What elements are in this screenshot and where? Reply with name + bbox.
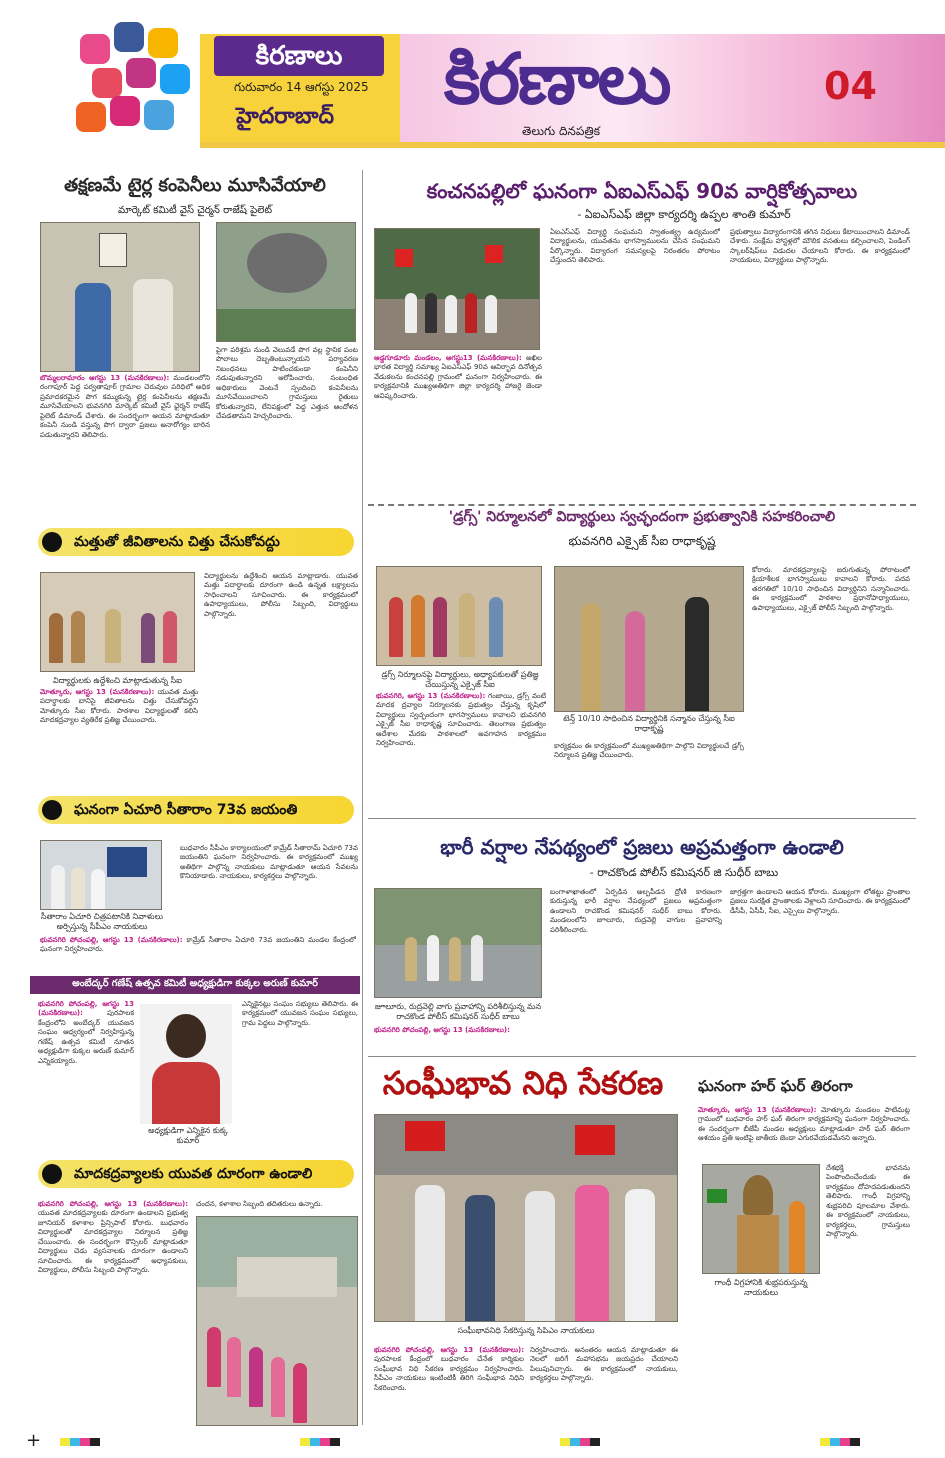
- column-divider: [362, 170, 363, 1425]
- story-text: [374, 1026, 542, 1046]
- photo-caption: విద్యార్థులకు ఉద్దేశించి మాట్లాడుతున్న సీఐ: [53, 676, 182, 685]
- story-text: [242, 1000, 358, 1130]
- story-text: [530, 1346, 678, 1424]
- story-separator: [368, 504, 916, 506]
- paragraph: కార్యక్రమం ఈ కార్యక్రమంలో ముఖ్యఅతిథిగా పాల్గొని విద్యార్థులచే డ్రగ్స్ నిర్మూలన ప్రతిజ్ఞ చేయించారు.: [554, 742, 744, 760]
- subhead-heavy-rains: - రాచకొండ పోలీస్ కమిషనర్ జి సుధీర్ బాబు: [589, 866, 779, 879]
- headline-har-ghar-tiranga: ఘనంగా హర్ ఘర్ తిరంగా: [698, 1077, 853, 1095]
- story-text: [730, 888, 910, 1046]
- subhead-aisf: - ఏఐఎస్ఎఫ్ జిల్లా కార్యదర్శి ఉప్పల శాంతి కుమార్: [577, 208, 791, 221]
- story-text: [40, 688, 198, 788]
- dateline: మోత్కూరు, ఆగస్టు 13 (మనకిరణాలు):: [40, 688, 155, 696]
- right-column: [368, 160, 916, 1425]
- paragraph: పురపాలక కేంద్రంలో బుధవారం చేనేత కార్మికుల సంఘీభావ నిధి సేకరణ కార్యక్రమం నిర్వహించారు. సీపీఎం నాయకులు ఇంటింటికీ తిరిగి సంఘీభావ నిధిని సేకరించారు.: [374, 1355, 524, 1392]
- paragraph: యువత మాదకద్రవ్యాలకు దూరంగా ఉండాలని ప్రభుత్వ జూనియర్ కళాశాల ప్రిన్సిపాల్ కోరారు. బుధవారం విద్యార్థులతో మాదకద్రవ్యాల నిర్మూలన ప్రతిజ్ఞ చేయించారు. ఈ సందర్భంగా కౌన్సిలర్ మాట్లాడుతూ విద్యార్థులు చెడు వ్యసనాలకు దూరంగా ఉండాలని సూచించారు. ఈ కార్యక్రమంలో అధ్యాపకులు, విద్యార్థులు, పోలీసు సిబ్బంది పాల్గొన్నారు.: [38, 1209, 188, 1275]
- social-media-icons-art: [62, 18, 202, 136]
- photo-gandhi-statue: [702, 1164, 820, 1274]
- paragraph: మోత్కూరు మండలం పాటిమట్ల గ్రామంలో బుధవారం హర్ ఘర్ తిరంగా కార్యక్రమాన్ని ఘనంగా నిర్వహించారు. ఈ సందర్భంగా బీజేపీ మండల అధ్యక్షులు మాట్లాడుతూ హర్ ఘర్ తిరంగా ఆశయం ప్రతి ఇంటిపై జాతీయ జెండా ఎగురవేయడమేనని అన్నారు.: [698, 1106, 910, 1143]
- paragraph: గంజాయి, డ్రగ్స్ వంటి మాదక ద్రవ్యాల నిర్మూలనకు ప్రభుత్వం చేస్తున్న కృషిలో విద్యార్థులు స్వచ్ఛందంగా భాగస్వాములు కావాలని భువనగిరి ఎక్సైజ్ సీఐ రాధాకృష్ణ సూచించారు. తెలంగాణ ప్రభుత్వం ఆదేశాల మేరకు పాఠశాలలో అవగాహన కార్యక్రమం నిర్వహించారు.: [376, 692, 546, 748]
- photo-aisf-celebration: [374, 228, 540, 350]
- story-text: [38, 1000, 134, 1136]
- banner-drugs-youth: [38, 1160, 354, 1188]
- photo-drug-pledge: [376, 566, 542, 666]
- story-text: [554, 742, 744, 810]
- headline-tyre-companies: తక్షణమే టైర్ల కంపెనీలు మూసివేయాలి: [64, 175, 326, 196]
- paragraph: దేశభక్తి భావనను పెంపొందించేందుకు ఈ కార్యక్రమం దోహదపడుతుందని తెలిపారు. గాంధీ విగ్రహాన్ని శుభ్రపరిచి పూలమాల వేశారు. ఈ కార్యక్రమంలో నాయకులు, కార్యకర్తలు, గ్రామస్తులు పాల్గొన్నారు.: [826, 1164, 910, 1239]
- photo-caption: డ్రగ్స్ నిర్మూలనపై విద్యార్థులు, అధ్యాపకులతో ప్రతిజ్ఞ చేయిస్తున్న ఎక్సైజ్ సీఐ: [381, 670, 539, 689]
- mini-logo: కిరణాలు: [214, 36, 384, 76]
- headline-heavy-rains: భారీ వర్షాల నేపథ్యంలో ప్రజలు అప్రమత్తంగా ఉండాలి: [440, 835, 844, 859]
- headline-solidarity-fund: సంఘీభావ నిధి సేకరణ: [382, 1064, 664, 1102]
- story-text: [38, 1200, 188, 1425]
- dateline: మోత్కూరు, ఆగస్టు 13 (మనకిరణాలు):: [698, 1106, 817, 1114]
- paragraph: బంగాళాఖాతంలో ఏర్పడిన అల్పపీడన ద్రోణి కారణంగా కురుస్తున్న భారీ వర్షాల నేపథ్యంలో ప్రజలు అప్రమత్తంగా ఉండాలని రాచకొండ కమిషనర్ సుధీర్ బాబు కోరారు. మండలంలోని జూలూరు, రుద్రవెల్లి వాగుల ప్రవాహాన్ని పరిశీలించారు.: [550, 888, 722, 934]
- story-text: [180, 844, 358, 936]
- story-text: [550, 888, 722, 1046]
- banner-text: ఘనంగా ఏచూరి సీతారాం 73వ జయంతి: [74, 802, 298, 818]
- newspaper-logo: కిరణాలు: [444, 38, 670, 120]
- banner-yechury: [38, 796, 354, 824]
- photo-flood-inspection: [374, 888, 542, 998]
- story-separator: [368, 818, 916, 819]
- paragraph: పైగా పరిశ్రమ నుండి వెలువడే పొగ వల్ల స్థానిక పంట పొలాలు దెబ్బతింటున్నాయని పర్యావరణ నిబంధనలు పాటించకుండా కంపెనీని నడుపుతున్నారని ఆరోపించారు. సంబంధిత అధికారులు వెంటనే స్పందించి కంపెనీలను మూసివేయించాలని గ్రామస్తులు రైతులు కోరుతున్నారని, లేనిపక్షంలో పెద్ద ఎత్తున ఆందోళన చేపడతామని హెచ్చరించారు.: [216, 346, 358, 421]
- paragraph: ఏఐఎస్ఎఫ్ విద్యార్థి సంఘమని స్వాతంత్య్ర ఉద్యమంలో విద్యార్థులను, యువతను భాగస్వాములను చేసిన సంఘమని పేర్కొన్నారు. విద్యారంగ సమస్యలపై నిరంతరం పోరాటం చేస్తుందని తెలిపారు.: [550, 228, 720, 265]
- photo-caption: గాంధీ విగ్రహానికి శుభ్రపరుస్తున్న నాయకులు: [714, 1278, 808, 1297]
- subhead-drugs-students: భువనగిరి ఎక్సైజ్ సీఐ రాధాకృష్ణ: [568, 534, 716, 548]
- dateline: అడ్డగూడూరు మండలం, ఆగస్టు13 (మనకిరణాలు):: [374, 354, 522, 362]
- headline-aisf: కంచనపల్లిలో ఘనంగా ఏఐఎస్ఎఫ్ 90వ వార్షికోత్సవాలు: [426, 179, 858, 203]
- story-text: [376, 692, 546, 810]
- dateline: భువనగిరి పోచంపల్లి, ఆగస్టు 13 (మనకిరణాలు):: [40, 936, 183, 944]
- photo-memorandum: [40, 222, 200, 372]
- photo-student-felicitation: [554, 566, 744, 712]
- banner-intoxication: [38, 528, 354, 556]
- paragraph: నిర్వహించారు. అనంతరం ఆయన మాట్లాడుతూ ఈ నెలలో జరిగే మహాసభను జయప్రదం చేయాలని పిలుపునిచ్చారు. ఈ కార్యక్రమంలో నాయకులు, కార్యకర్తలు పాల్గొన్నారు.: [530, 1346, 678, 1383]
- banner-text: మాదకద్రవ్యాలకు యువత దూరంగా ఉండాలి: [74, 1166, 313, 1182]
- bullet-icon: [42, 1164, 62, 1184]
- photo-caption: జూలూరు, రుద్రవెల్లి వాగు ప్రవాహాన్ని పరిశీలిస్తున్న మన రాచకొండ పోలీస్ కమిషనర్ సుధీర్ బాబు: [374, 1002, 542, 1021]
- dateline: భువనగిరి, ఆగస్టు 13 (మనకిరణాలు):: [376, 692, 486, 700]
- photo-smoke: [216, 222, 356, 342]
- photo-caption: సంఘీభావనిధి సేకరిస్తున్న సిపిఎం నాయకులు: [457, 1326, 595, 1335]
- photo-portrait: [140, 1004, 232, 1124]
- logo-area: [400, 34, 945, 146]
- photo-rally: [196, 1216, 358, 1426]
- dateline: బొమ్మలరామారం ఆగస్టు 13 (మనకిరణాలు):: [40, 374, 170, 382]
- dateline: భువనగిరి పోచంపల్లి, ఆగస్టు 13 (మనకిరణాలు):: [374, 1346, 524, 1354]
- left-column: [30, 160, 360, 1425]
- story-text: [550, 228, 720, 514]
- story-text: [826, 1164, 910, 1424]
- subhead-tyre-companies: మార్కెట్ కమిటీ వైస్ చైర్మన్ రాజేష్ పైలెట్: [117, 205, 273, 216]
- photo-caption: టెన్త్ 10/10 సాధించిన విద్యార్థినికి సన్మానం చేస్తున్న సీఐ రాధాకృష్ణ: [563, 714, 735, 733]
- paragraph: యువత మత్తు పదార్థాలకు బానిసై జీవితాలను చిత్తు చేసుకోవద్దని మోత్కూరు సీఐ కోరారు. పాఠశాల విద్యార్థులతో కలిసి మాదకద్రవ్యాల వ్యతిరేక ప్రతిజ్ఞ చేయించారు.: [40, 688, 198, 725]
- story-text: [730, 228, 910, 514]
- headline-ambedkar-ganesh: అంబేద్కర్ గణేష్ ఉత్సవ కమిటీ అధ్యక్షుడిగా కుక్కల అరుణ్ కుమార్: [72, 978, 318, 989]
- paragraph: అఖిల భారత విద్యార్థి సమాఖ్య ఏఐఎస్ఎఫ్ 90వ ఆవిర్భావ దినోత్సవ వేడుకలను కంచనపల్లి గ్రామంలో ఘనంగా నిర్వహించారు. ఈ కార్యక్రమానికి ముఖ్యఅతిథిగా జిల్లా కార్యదర్శి హాజరై జెండా ఆవిష్కరించారు.: [374, 354, 542, 400]
- tagline: తెలుగు దినపత్రిక: [522, 124, 601, 138]
- masthead: [0, 0, 945, 150]
- paragraph: మండలంలోని రంగాపూర్ పెద్ద పర్వతాపూర్ గ్రామాల చెరువుల పరిధిలో అధిక ప్రమాదకరమైన పొగ కమ్ముకున్న టైర్ల కంపెనీలను తక్షణమే మూసివేయాలని భువనగిరి మార్కెట్ కమిటీ వైస్ ఛైర్మన్ రాజేష్ పైలెట్ డిమాండ్ చేశారు. ఈ సందర్భంగా ఆయన మాట్లాడుతూ కంపెనీ నుండి వస్తున్న పొగ ద్వారా ప్రజలు అనారోగ్యం బారిన పడుతున్నారని తెలిపారు.: [40, 374, 210, 439]
- edition-city: హైదరాబాద్: [236, 104, 334, 129]
- paragraph: చందన, కళాశాల సిబ్బంది తదితరులు ఉన్నారు.: [196, 1200, 323, 1208]
- photo-caption: అధ్యక్షుడిగా ఎన్నికైన కుక్క కుమార్: [148, 1126, 228, 1145]
- paragraph: జాగ్రత్తగా ఉండాలని ఆయన కోరారు. ముఖ్యంగా లోతట్టు ప్రాంతాల ప్రజలు సురక్షిత ప్రాంతాలకు వెళ్లాలని సూచించారు. ఈ కార్యక్రమంలో డీసీపీ, ఏసీపీ, సీఐ, ఎస్సైలు పాల్గొన్నారు.: [730, 888, 910, 915]
- story-text: [698, 1106, 910, 1158]
- crosshair-icon: +: [26, 1430, 42, 1451]
- dateline: భువనగిరి పోచంపల్లి, ఆగస్టు 13 (మనకిరణాలు):: [38, 1000, 134, 1018]
- story-text: [204, 572, 358, 786]
- story-text: [374, 354, 542, 514]
- paragraph: ఎన్నికైనట్లు సంఘం సభ్యులు తెలిపారు. ఈ కార్యక్రమంలో యువజన సంఘం సభ్యులు, గ్రామ పెద్దలు పాల్గొన్నారు.: [242, 1000, 358, 1027]
- story-text: [752, 566, 910, 810]
- bullet-icon: [42, 800, 62, 820]
- photo-fund-collection: [374, 1114, 678, 1322]
- bullet-icon: [42, 532, 62, 552]
- photo-caption: సీతారాం ఏచూరి చిత్రపటానికి నివాళులు అర్పిస్తున్న సీపీఎం నాయకులు: [40, 912, 164, 931]
- story-text: [216, 346, 358, 521]
- paragraph: ప్రభుత్వాలు విద్యారంగానికి తగిన నిధులు కేటాయించాలని డిమాండ్ చేశారు. సంక్షేమ హాస్టళ్లలో మౌలిక వసతులు కల్పించాలని, పెండింగ్ స్కాలర్‌షిప్‌లు విడుదల చేయాలని కోరారు. ఈ కార్యక్రమంలో నాయకులు, విద్యార్థులు పాల్గొన్నారు.: [730, 228, 910, 265]
- story-separator: [368, 1056, 916, 1057]
- paragraph: విద్యార్థులను ఉద్దేశించి ఆయన మాట్లాడారు. యువత మత్తు పదార్థాలకు దూరంగా ఉండి ఉన్నత లక్ష్యాలను సాధించాలని సూచించారు. ఈ కార్యక్రమంలో ఉపాధ్యాయులు, పోలీసు సిబ్బంది, విద్యార్థులు పాల్గొన్నారు.: [204, 572, 358, 618]
- story-text: [374, 1346, 524, 1424]
- header-rule: [200, 142, 945, 148]
- paragraph: కామ్రేడ్ సీతారాం ఏచూరి 73వ జయంతిని మండల కేంద్రంలో ఘనంగా నిర్వహించారు.: [40, 936, 356, 954]
- paragraph: బుధవారం సీపీఎం కార్యాలయంలో కామ్రేడ్ సీతారామ్ ఏచూరి 73వ జయంతిని ఘనంగా నిర్వహించారు. ఈ కార్యక్రమంలో ముఖ్య అతిథిగా పాల్గొన్న నాయకులు మాట్లాడుతూ ఆయన సేవలను కొనియాడారు. నాయకులు, కార్యకర్తలు పాల్గొన్నారు.: [180, 844, 358, 881]
- issue-date: గురువారం 14 ఆగస్టు 2025: [234, 80, 369, 94]
- dateline: భువనగిరి పోచంపల్లి, ఆగస్టు 13 (మనకిరణాలు):: [374, 1026, 510, 1034]
- photo-yechury-tribute: [40, 840, 162, 910]
- dateline: భువనగిరి పోచంపల్లి, ఆగస్టు 13 (మనకిరణాలు):: [38, 1200, 188, 1208]
- edition-band: [200, 34, 400, 142]
- paragraph: కోరారు. మాదకద్రవ్యాలపై జరుగుతున్న పోరాటంలో క్రియాశీలక భాగస్వాములు కావాలని కోరారు. పదవ తరగతిలో 10/10 సాధించిన విద్యార్థినిని సన్మానించారు. ఈ కార్యక్రమంలో పాఠశాల ప్రధానోపాధ్యాయులు, ఉపాధ్యాయులు, ఎక్సైజ్ పోలీస్ సిబ్బంది పాల్గొన్నారు.: [752, 566, 910, 612]
- print-color-bar: [0, 1428, 945, 1458]
- story-text: [196, 1200, 358, 1214]
- photo-students-ci: [40, 572, 195, 672]
- page-number: 04: [824, 64, 877, 108]
- paragraph: పురపాలక కేంద్రంలోని అంబేద్కర్ యువజన సంఘం ఆధ్వర్యంలో నిర్వహిస్తున్న గణేష్ ఉత్సవ కమిటీ నూతన అధ్యక్షుడిగా కుక్కల అరుణ్ కుమార్ ఎన్నికయ్యారు.: [38, 1009, 134, 1065]
- banner-text: మత్తుతో జీవితాలను చిత్తు చేసుకోవద్దు: [74, 534, 280, 550]
- headline-drugs-students: 'డ్రగ్స్' నిర్మూలనలో విద్యార్థులు స్వచ్ఛందంగా ప్రభుత్వానికి సహకరించాలి: [448, 509, 836, 525]
